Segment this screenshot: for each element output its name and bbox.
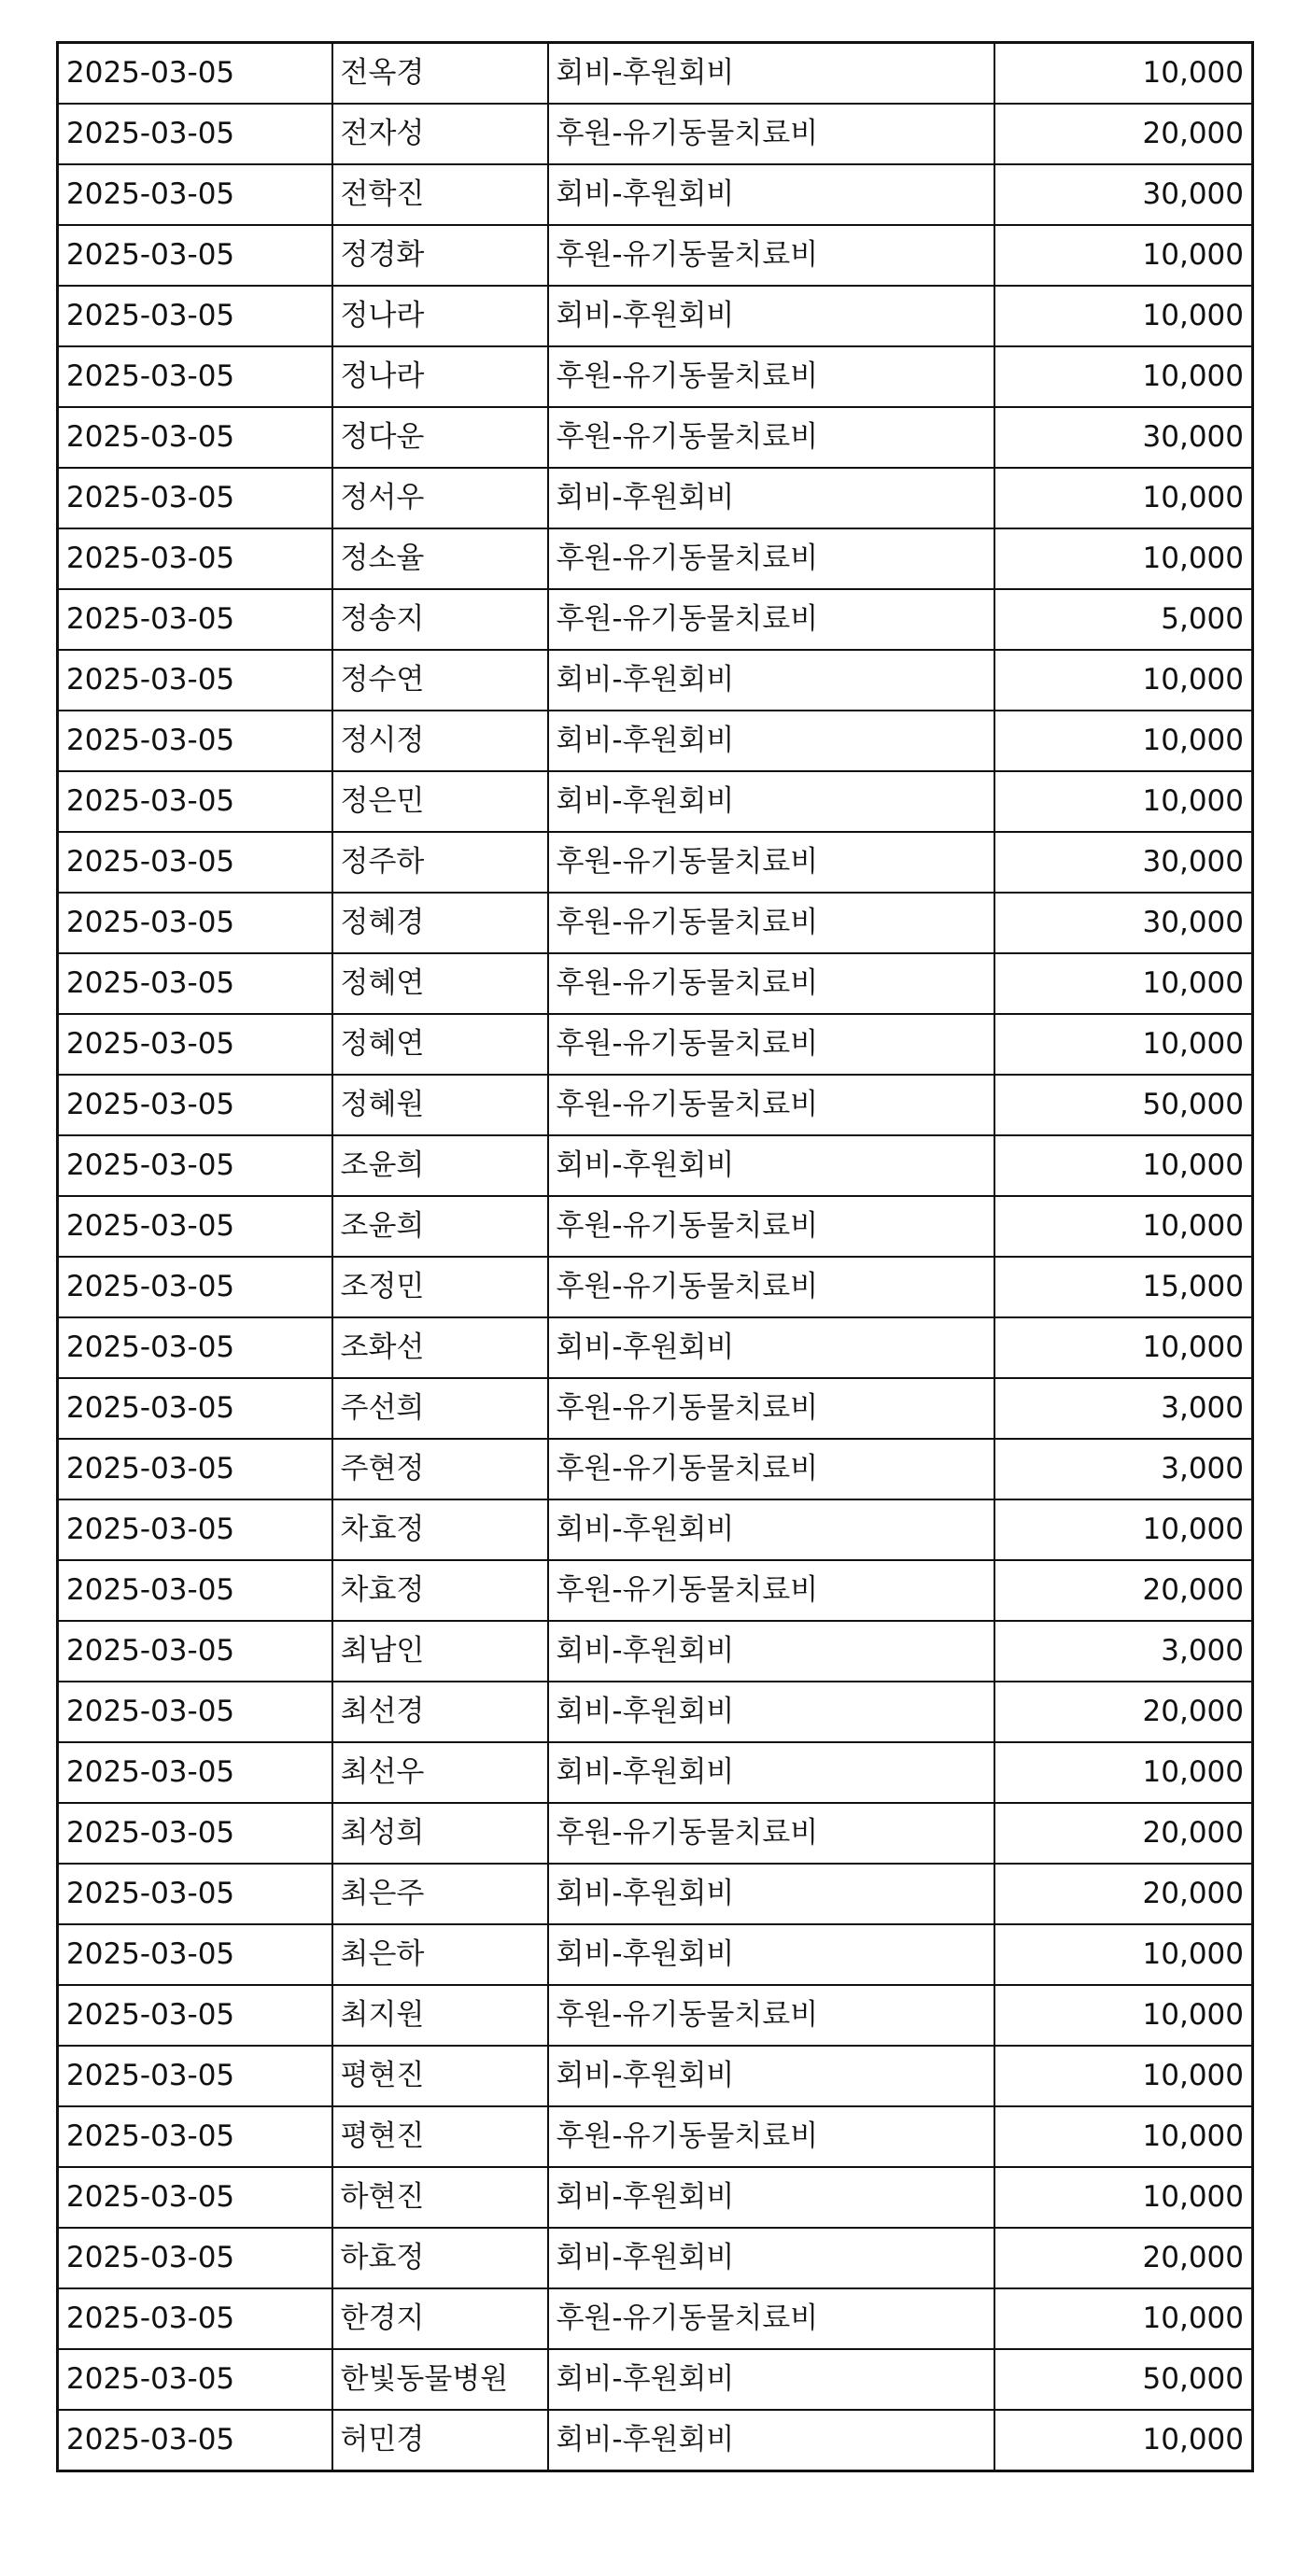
table-row: [58, 2106, 1253, 2167]
donor-name-cell: 주선희: [332, 1378, 548, 1439]
table-row: [58, 164, 1253, 225]
date-cell: 2025-03-05: [58, 1499, 332, 1560]
donor-name-cell: 정경화: [332, 225, 548, 286]
date-cell: 2025-03-05: [58, 104, 332, 164]
category-cell: 회비-후원회비: [548, 1499, 994, 1560]
table-row: [58, 650, 1253, 711]
table-row: [58, 1317, 1253, 1378]
table-row: [58, 771, 1253, 832]
donor-name-cell: 평현진: [332, 2046, 548, 2106]
category-cell: 회비-후원회비: [548, 2167, 994, 2228]
donor-name-cell: 정시정: [332, 711, 548, 771]
donor-name-cell: 정나라: [332, 286, 548, 346]
amount-cell: 20,000: [994, 1864, 1253, 1924]
category-cell: 후원-유기동물치료비: [548, 104, 994, 164]
donor-name-cell: 허민경: [332, 2410, 548, 2471]
amount-cell: 10,000: [994, 1924, 1253, 1985]
date-cell: 2025-03-05: [58, 1924, 332, 1985]
donor-name-cell: 조윤희: [332, 1196, 548, 1257]
date-cell: 2025-03-05: [58, 893, 332, 953]
date-cell: 2025-03-05: [58, 2288, 332, 2349]
category-cell: 후원-유기동물치료비: [548, 953, 994, 1014]
donor-name-cell: 정수연: [332, 650, 548, 711]
category-cell: 회비-후원회비: [548, 286, 994, 346]
donor-name-cell: 정혜연: [332, 1014, 548, 1075]
table-row: [58, 2228, 1253, 2288]
table-row: [58, 893, 1253, 953]
donor-name-cell: 정나라: [332, 346, 548, 407]
category-cell: 후원-유기동물치료비: [548, 1378, 994, 1439]
table-row: [58, 286, 1253, 346]
donor-name-cell: 평현진: [332, 2106, 548, 2167]
table-row: [58, 1560, 1253, 1621]
amount-cell: 10,000: [994, 1317, 1253, 1378]
donor-name-cell: 정소율: [332, 528, 548, 589]
donor-name-cell: 하효정: [332, 2228, 548, 2288]
donor-name-cell: 주현정: [332, 1439, 548, 1499]
table-row: [58, 1075, 1253, 1135]
date-cell: 2025-03-05: [58, 2167, 332, 2228]
date-cell: 2025-03-05: [58, 2106, 332, 2167]
amount-cell: 10,000: [994, 2167, 1253, 2228]
donor-name-cell: 정송지: [332, 589, 548, 650]
category-cell: 후원-유기동물치료비: [548, 528, 994, 589]
amount-cell: 10,000: [994, 1499, 1253, 1560]
date-cell: 2025-03-05: [58, 1196, 332, 1257]
table-row: [58, 1439, 1253, 1499]
table-row: [58, 1621, 1253, 1682]
date-cell: 2025-03-05: [58, 346, 332, 407]
donor-name-cell: 차효정: [332, 1499, 548, 1560]
category-cell: 회비-후원회비: [548, 2410, 994, 2471]
donor-name-cell: 조정민: [332, 1257, 548, 1317]
amount-cell: 20,000: [994, 2228, 1253, 2288]
category-cell: 회비-후원회비: [548, 1924, 994, 1985]
donor-name-cell: 한빛동물병원: [332, 2349, 548, 2410]
category-cell: 회비-후원회비: [548, 711, 994, 771]
date-cell: 2025-03-05: [58, 2410, 332, 2471]
date-cell: 2025-03-05: [58, 43, 332, 105]
amount-cell: 3,000: [994, 1439, 1253, 1499]
date-cell: 2025-03-05: [58, 589, 332, 650]
date-cell: 2025-03-05: [58, 711, 332, 771]
date-cell: 2025-03-05: [58, 1803, 332, 1864]
table-row: [58, 1803, 1253, 1864]
date-cell: 2025-03-05: [58, 2228, 332, 2288]
date-cell: 2025-03-05: [58, 1621, 332, 1682]
table-row: [58, 1014, 1253, 1075]
date-cell: 2025-03-05: [58, 528, 332, 589]
table-row: [58, 953, 1253, 1014]
table-row: [58, 711, 1253, 771]
table-row: [58, 346, 1253, 407]
table-row: [58, 1742, 1253, 1803]
amount-cell: 50,000: [994, 1075, 1253, 1135]
amount-cell: 20,000: [994, 1682, 1253, 1742]
amount-cell: 10,000: [994, 346, 1253, 407]
date-cell: 2025-03-05: [58, 164, 332, 225]
amount-cell: 3,000: [994, 1378, 1253, 1439]
table-row: [58, 225, 1253, 286]
date-cell: 2025-03-05: [58, 1439, 332, 1499]
date-cell: 2025-03-05: [58, 953, 332, 1014]
amount-cell: 10,000: [994, 711, 1253, 771]
amount-cell: 10,000: [994, 1742, 1253, 1803]
table-row: [58, 1135, 1253, 1196]
date-cell: 2025-03-05: [58, 225, 332, 286]
category-cell: 후원-유기동물치료비: [548, 1803, 994, 1864]
category-cell: 회비-후원회비: [548, 2046, 994, 2106]
category-cell: 회비-후원회비: [548, 1864, 994, 1924]
category-cell: 후원-유기동물치료비: [548, 225, 994, 286]
date-cell: 2025-03-05: [58, 468, 332, 528]
date-cell: 2025-03-05: [58, 407, 332, 468]
table-row: [58, 43, 1253, 105]
donor-name-cell: 조윤희: [332, 1135, 548, 1196]
table-row: [58, 407, 1253, 468]
amount-cell: 15,000: [994, 1257, 1253, 1317]
category-cell: 회비-후원회비: [548, 2228, 994, 2288]
donor-name-cell: 최은하: [332, 1924, 548, 1985]
amount-cell: 10,000: [994, 528, 1253, 589]
category-cell: 후원-유기동물치료비: [548, 1257, 994, 1317]
donor-name-cell: 하현진: [332, 2167, 548, 2228]
amount-cell: 10,000: [994, 1985, 1253, 2046]
date-cell: 2025-03-05: [58, 2046, 332, 2106]
amount-cell: 50,000: [994, 2349, 1253, 2410]
date-cell: 2025-03-05: [58, 771, 332, 832]
donor-name-cell: 최성희: [332, 1803, 548, 1864]
donation-ledger: [56, 41, 1251, 2472]
table-row: [58, 1682, 1253, 1742]
donor-name-cell: 한경지: [332, 2288, 548, 2349]
category-cell: 회비-후원회비: [548, 1135, 994, 1196]
category-cell: 회비-후원회비: [548, 43, 994, 105]
date-cell: 2025-03-05: [58, 1560, 332, 1621]
amount-cell: 10,000: [994, 650, 1253, 711]
category-cell: 후원-유기동물치료비: [548, 832, 994, 893]
amount-cell: 3,000: [994, 1621, 1253, 1682]
amount-cell: 10,000: [994, 953, 1253, 1014]
donor-name-cell: 차효정: [332, 1560, 548, 1621]
category-cell: 후원-유기동물치료비: [548, 893, 994, 953]
table-row: [58, 1924, 1253, 1985]
date-cell: 2025-03-05: [58, 1135, 332, 1196]
amount-cell: 10,000: [994, 1014, 1253, 1075]
table-row: [58, 104, 1253, 164]
date-cell: 2025-03-05: [58, 2349, 332, 2410]
category-cell: 후원-유기동물치료비: [548, 346, 994, 407]
amount-cell: 10,000: [994, 2106, 1253, 2167]
amount-cell: 30,000: [994, 832, 1253, 893]
date-cell: 2025-03-05: [58, 1075, 332, 1135]
date-cell: 2025-03-05: [58, 1985, 332, 2046]
date-cell: 2025-03-05: [58, 1257, 332, 1317]
amount-cell: 10,000: [994, 2410, 1253, 2471]
date-cell: 2025-03-05: [58, 286, 332, 346]
donor-name-cell: 전학진: [332, 164, 548, 225]
category-cell: 회비-후원회비: [548, 2349, 994, 2410]
donor-name-cell: 정혜원: [332, 1075, 548, 1135]
category-cell: 후원-유기동물치료비: [548, 407, 994, 468]
amount-cell: 10,000: [994, 2046, 1253, 2106]
donor-name-cell: 최남인: [332, 1621, 548, 1682]
category-cell: 회비-후원회비: [548, 771, 994, 832]
donor-name-cell: 최선우: [332, 1742, 548, 1803]
category-cell: 후원-유기동물치료비: [548, 1196, 994, 1257]
amount-cell: 20,000: [994, 1803, 1253, 1864]
donor-name-cell: 정다운: [332, 407, 548, 468]
date-cell: 2025-03-05: [58, 1864, 332, 1924]
table-row: [58, 2410, 1253, 2471]
amount-cell: 10,000: [994, 286, 1253, 346]
table-row: [58, 2349, 1253, 2410]
amount-cell: 20,000: [994, 1560, 1253, 1621]
donor-name-cell: 최지원: [332, 1985, 548, 2046]
table-row: [58, 468, 1253, 528]
table-row: [58, 2288, 1253, 2349]
table-body: [58, 43, 1253, 2471]
amount-cell: 20,000: [994, 104, 1253, 164]
table-row: [58, 1985, 1253, 2046]
donor-name-cell: 정은민: [332, 771, 548, 832]
date-cell: 2025-03-05: [58, 1378, 332, 1439]
donor-name-cell: 정서우: [332, 468, 548, 528]
date-cell: 2025-03-05: [58, 1317, 332, 1378]
donor-name-cell: 정혜연: [332, 953, 548, 1014]
amount-cell: 10,000: [994, 771, 1253, 832]
table-row: [58, 2046, 1253, 2106]
category-cell: 후원-유기동물치료비: [548, 1439, 994, 1499]
category-cell: 회비-후원회비: [548, 164, 994, 225]
table-row: [58, 2167, 1253, 2228]
category-cell: 후원-유기동물치료비: [548, 2106, 994, 2167]
table-row: [58, 589, 1253, 650]
date-cell: 2025-03-05: [58, 1014, 332, 1075]
category-cell: 후원-유기동물치료비: [548, 589, 994, 650]
category-cell: 후원-유기동물치료비: [548, 1014, 994, 1075]
category-cell: 회비-후원회비: [548, 650, 994, 711]
amount-cell: 10,000: [994, 43, 1253, 105]
amount-cell: 10,000: [994, 2288, 1253, 2349]
category-cell: 회비-후원회비: [548, 1742, 994, 1803]
amount-cell: 30,000: [994, 893, 1253, 953]
amount-cell: 10,000: [994, 468, 1253, 528]
donor-name-cell: 전자성: [332, 104, 548, 164]
category-cell: 후원-유기동물치료비: [548, 1075, 994, 1135]
category-cell: 후원-유기동물치료비: [548, 1985, 994, 2046]
category-cell: 회비-후원회비: [548, 468, 994, 528]
amount-cell: 5,000: [994, 589, 1253, 650]
table-row: [58, 1196, 1253, 1257]
table-row: [58, 1378, 1253, 1439]
donor-name-cell: 최선경: [332, 1682, 548, 1742]
category-cell: 회비-후원회비: [548, 1621, 994, 1682]
category-cell: 회비-후원회비: [548, 1317, 994, 1378]
date-cell: 2025-03-05: [58, 1742, 332, 1803]
table-row: [58, 528, 1253, 589]
donation-table: [56, 41, 1254, 2472]
date-cell: 2025-03-05: [58, 1682, 332, 1742]
amount-cell: 30,000: [994, 407, 1253, 468]
donor-name-cell: 최은주: [332, 1864, 548, 1924]
donor-name-cell: 조화선: [332, 1317, 548, 1378]
amount-cell: 10,000: [994, 1135, 1253, 1196]
amount-cell: 10,000: [994, 225, 1253, 286]
donor-name-cell: 정주하: [332, 832, 548, 893]
category-cell: 후원-유기동물치료비: [548, 1560, 994, 1621]
category-cell: 회비-후원회비: [548, 1682, 994, 1742]
donor-name-cell: 전옥경: [332, 43, 548, 105]
amount-cell: 30,000: [994, 164, 1253, 225]
date-cell: 2025-03-05: [58, 650, 332, 711]
table-row: [58, 1257, 1253, 1317]
date-cell: 2025-03-05: [58, 832, 332, 893]
table-row: [58, 1499, 1253, 1560]
table-row: [58, 1864, 1253, 1924]
table-row: [58, 832, 1253, 893]
amount-cell: 10,000: [994, 1196, 1253, 1257]
category-cell: 후원-유기동물치료비: [548, 2288, 994, 2349]
donor-name-cell: 정혜경: [332, 893, 548, 953]
